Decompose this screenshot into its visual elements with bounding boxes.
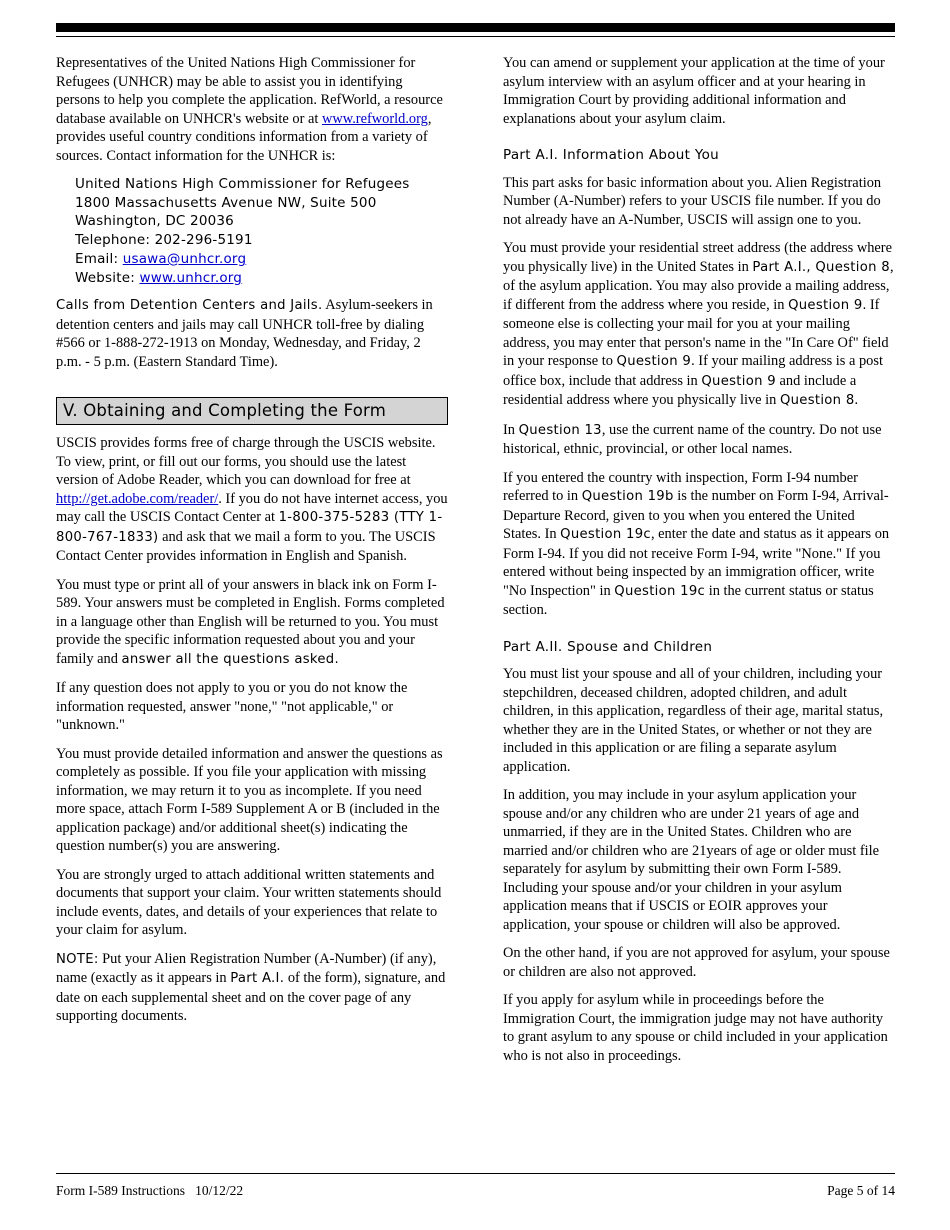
section-heading: V. Obtaining and Completing the Form bbox=[56, 397, 448, 425]
country-name-paragraph: In Question 13, use the current name of the country. Do not use historical, ethnic, provincial, or other local names. bbox=[503, 421, 882, 457]
unhcr-website-link[interactable]: www.unhcr.org bbox=[139, 269, 243, 286]
footer-page-number: Page 5 of 14 bbox=[827, 1183, 895, 1198]
obtaining-paragraph: USCIS provides forms free of charge through the USCIS website. To view, print, or fill out our forms, you should use the latest version of Adobe Reader, which you can download for free at http://get.adobe.com/reader/. If you do not have internet access, you may call the USCIS Contact Center at 1-800-375-5283 (TTY 1-800-767-1833) and ask that we mail a form to you. The USCIS Contact Center provides information in English and Spanish. bbox=[56, 435, 448, 565]
supporting-statements-paragraph: You are strongly urged to attach additional written statements and documents that support your claim. Your written statements should include events, dates, and details of your experiences that relate to your claim for asylum. bbox=[56, 866, 442, 939]
not-applicable-paragraph: If any question does not apply to you or you do not know the information requested, answer "none," "not applicable," or "unknown." bbox=[56, 680, 408, 734]
refworld-link[interactable]: www.refworld.org bbox=[321, 110, 428, 127]
footer-form-id: Form I-589 Instructions 10/12/22 bbox=[56, 1183, 244, 1198]
header-rule-thin bbox=[56, 36, 895, 37]
detention-paragraph: Calls from Detention Centers and Jails. Asylum-seekers in detention centers and jails may call UNHCR toll-free by dialing #566 or 1-888-272-1913 on Monday, Wednesday, and Friday, 2 p.m. - 5 p.m. (Eastern Standard Time). bbox=[56, 297, 433, 370]
right-column bbox=[503, 54, 895, 1075]
not-approved-paragraph: On the other hand, if you are not approved for asylum, your spouse or children are also not approved. bbox=[503, 945, 890, 980]
header-rule-thick bbox=[56, 23, 895, 32]
basic-info-paragraph: This part asks for basic information about you. Alien Registration Number (A-Number) refers to your USCIS file number. If you do not already have an A-Number, USCIS will assign one to you. bbox=[503, 174, 882, 228]
unhcr-email-link[interactable]: usawa@unhcr.org bbox=[122, 250, 247, 267]
amend-paragraph: You can amend or supplement your application at the time of your asylum interview with an asylum officer and at your hearing in Immigration Court by providing additional information and explanations about your asylum claim. bbox=[503, 55, 885, 127]
detailed-info-paragraph: You must provide detailed information and answer the questions as completely as possible. If you file your application with missing information, we may return it to you as incomplete. If you need more space, attach Form I-589 Supplement A or B (included in the application package) and/or additional sheet(s) indicating the question number(s) you are answering. bbox=[56, 745, 443, 855]
proceedings-paragraph: If you apply for asylum while in proceedings before the Immigration Court, the immigration judge may not have authority to grant asylum to any spouse or child included in your application who is not also in proceedings. bbox=[503, 992, 888, 1064]
note-paragraph: NOTE: Put your Alien Registration Number (A-Number) (if any), name (exactly as it appears in Part A.I. of the form), signature, and date on each supplemental sheet and on the cover page of any supporting documents. bbox=[56, 950, 446, 1025]
unhcr-paragraph: Representatives of the United Nations High Commissioner for Refugees (UNHCR) may be able to assist you in identifying persons to help you complete the application. RefWorld, a resource database available on UNHCR's website or at www.refworld.org, provides useful country conditions information from a variety of sources. Contact information for the UNHCR is: bbox=[56, 55, 443, 164]
address-paragraph: You must provide your residential street address (the address where you physically live) in the United States in Part A.I., Question 8, of the asylum application. You may also provide a mailing address, if different from the address where you reside, in Question 9. If someone else is collecting your mail for you at your mailing address, you may enter that person's name in the "In Care Of" field in your response to Question 9. If your mailing address is a post office box, include that address in Question 9 and include a residential address where you physically live in Question 8. bbox=[503, 240, 894, 408]
adobe-reader-link[interactable]: http://get.adobe.com/reader/ bbox=[56, 490, 219, 507]
footer-rule bbox=[56, 1173, 895, 1174]
left-column bbox=[56, 54, 448, 1036]
i94-paragraph: If you entered the country with inspection, Form I-94 number referred to in Question 19b is the number on Form I-94, Arrival-Departure Record, given to you when you entered the United States. In Question 19c, enter the date and status as it appears on Form I-94. If you did not receive Form I-94, write "None." If you entered without being inspected by an immigration officer, write "No Inspection" in Question 19c in the current status or status section. bbox=[503, 469, 890, 618]
part-ai-heading: Part A.I. Information About You bbox=[503, 147, 720, 163]
unhcr-address: United Nations High Commissioner for Refugees 1800 Massachusetts Avenue NW, Suite 500 Washington, DC 20036 Telephone: 202-296-5191 Email: usawa@unhcr.org Website: www.unhcr.org bbox=[75, 176, 410, 286]
black-ink-paragraph: You must type or print all of your answers in black ink on Form I-589. Your answers must be completed in English. Forms completed in a language other than English will be returned to you. You must provide the specific information requested about you and your family and answer all the questions asked. bbox=[56, 576, 445, 667]
part-aii-heading: Part A.II. Spouse and Children bbox=[503, 638, 713, 655]
spouse-children-paragraph: You must list your spouse and all of your children, including your stepchildren, deceased children, adopted children, and adult children, in this application, regardless of their age, marital status, whether they are in the United States, or whether or not they are included in this application or are filing a separate asylum application. bbox=[503, 666, 884, 775]
include-family-paragraph: In addition, you may include in your asylum application your spouse and/or any children who are under 21 years of age and unmarried, if they are in the United States. Children who are married and/or children who are 21years of age or older must file separately for asylum by submitting their own Form I-589. Including your spouse and/or your children in your asylum application means that if USCIS or EOIR approves your application, your spouse or children will also be approved. bbox=[503, 787, 880, 933]
